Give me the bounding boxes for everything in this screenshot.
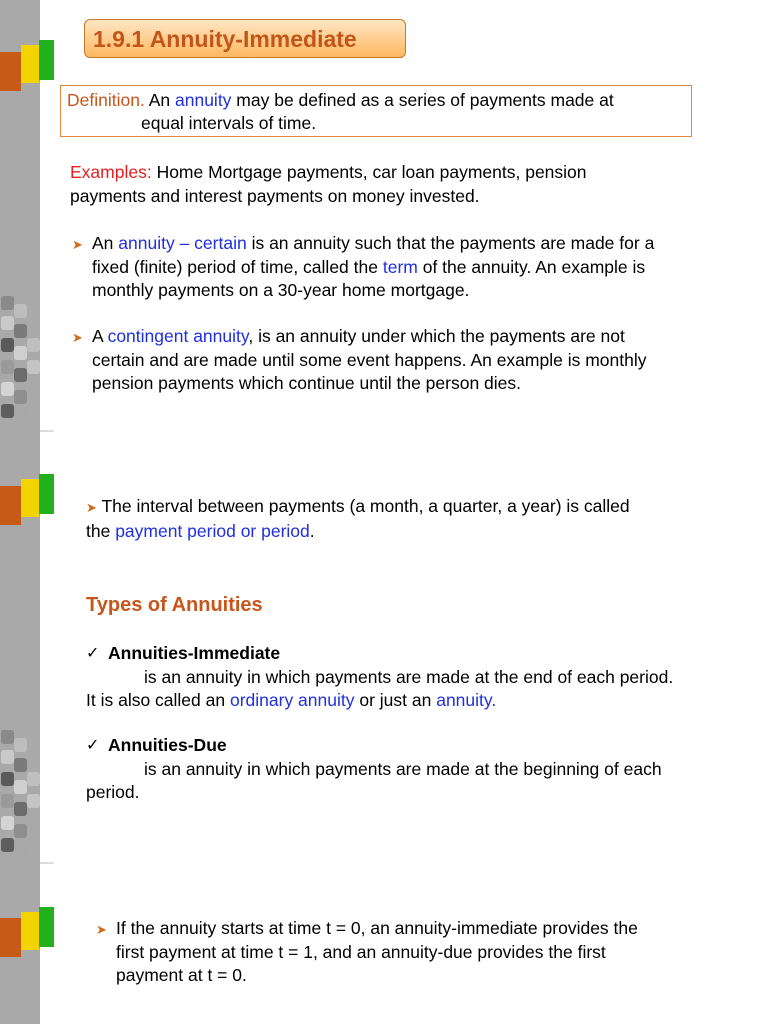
yellow-square bbox=[21, 912, 39, 950]
examples-paragraph bbox=[70, 161, 750, 208]
slide-divider bbox=[40, 430, 54, 432]
bullet-text: first payment at time t = 1, and an annuity-due provides the first bbox=[116, 941, 606, 962]
bullet-annuity-certain bbox=[92, 232, 752, 303]
term-payment-period: payment period or period bbox=[115, 520, 310, 541]
yellow-square bbox=[21, 479, 39, 517]
bullet-text: If the annuity starts at time t = 0, an annuity-immediate provides the bbox=[116, 918, 638, 938]
checkmark-icon: ✓ bbox=[86, 645, 100, 662]
bullet-text: . bbox=[309, 520, 315, 541]
hex-pattern bbox=[0, 296, 40, 426]
bullet-text: fixed (finite) period of time, called the bbox=[92, 256, 383, 277]
bullet-timing bbox=[116, 917, 756, 988]
bullet-text: is an annuity such that the payments are made for a bbox=[246, 233, 655, 253]
bullet-text: certain and are made until some event happens. An example is monthly bbox=[92, 349, 647, 370]
bullet-text: payment at t = 0. bbox=[116, 965, 247, 985]
bullet-text: pension payments which continue until the person dies. bbox=[92, 373, 522, 393]
bullet-text: A bbox=[92, 326, 108, 346]
bullet-text: the bbox=[86, 520, 116, 541]
type-name: Annuities-Immediate bbox=[108, 643, 281, 663]
definition-label: Definition. bbox=[67, 90, 145, 110]
bullet-text: The interval between payments (a month, a quarter, a year) is called bbox=[101, 496, 630, 516]
examples-text: Home Mortgage payments, car loan payments, pension bbox=[151, 162, 587, 182]
type-annuities-immediate bbox=[86, 642, 746, 713]
term-term: term bbox=[382, 256, 418, 277]
orange-square bbox=[0, 486, 21, 525]
term-annuity-certain: annuity – certain bbox=[118, 233, 247, 253]
bullet-payment-period bbox=[86, 495, 746, 543]
definition-text: An bbox=[144, 90, 175, 110]
bullet-text: , is an annuity under which the payments are not bbox=[248, 326, 625, 346]
checkmark-icon: ✓ bbox=[86, 737, 100, 754]
type-description: is an annuity in which payments are made at the beginning of each bbox=[144, 758, 662, 779]
hex-pattern bbox=[0, 730, 40, 860]
type-description: or just an bbox=[354, 690, 437, 710]
bullet-text: monthly payments on a 30-year home mortgage. bbox=[92, 280, 470, 300]
orange-square bbox=[0, 52, 21, 91]
type-annuities-due bbox=[86, 734, 746, 805]
yellow-square bbox=[21, 45, 39, 83]
arrow-bullet-icon: ➤ bbox=[72, 237, 83, 252]
definition-box bbox=[60, 85, 692, 137]
type-description: period. bbox=[86, 782, 140, 802]
term-contingent-annuity: contingent annuity bbox=[107, 326, 249, 346]
type-name: Annuities-Due bbox=[108, 735, 227, 755]
green-square bbox=[39, 907, 54, 947]
examples-line2: payments and interest payments on money invested. bbox=[70, 185, 480, 206]
arrow-bullet-icon: ➤ bbox=[96, 922, 107, 937]
examples-label: Examples: bbox=[70, 162, 152, 182]
page-title: 1.9.1 Annuity-Immediate bbox=[84, 19, 406, 58]
definition-text: may be defined as a series of payments made at bbox=[231, 90, 614, 110]
orange-square bbox=[0, 918, 21, 957]
green-square bbox=[39, 40, 54, 80]
types-heading: Types of Annuities bbox=[86, 594, 263, 616]
term-ordinary-annuity: ordinary annuity bbox=[229, 690, 355, 710]
bullet-text: An bbox=[92, 233, 119, 253]
type-description: It is also called an bbox=[86, 690, 230, 710]
arrow-bullet-icon: ➤ bbox=[86, 500, 97, 515]
slide-divider bbox=[40, 862, 54, 864]
green-square bbox=[39, 474, 54, 514]
type-description: is an annuity in which payments are made at the end of each period. bbox=[144, 666, 674, 687]
bullet-contingent-annuity bbox=[92, 325, 752, 396]
bullet-text: of the annuity. An example is bbox=[417, 256, 646, 277]
arrow-bullet-icon: ➤ bbox=[72, 330, 83, 345]
term-annuity: annuity bbox=[175, 90, 232, 110]
term-annuity: annuity. bbox=[436, 690, 497, 710]
definition-line2: equal intervals of time. bbox=[141, 113, 317, 133]
